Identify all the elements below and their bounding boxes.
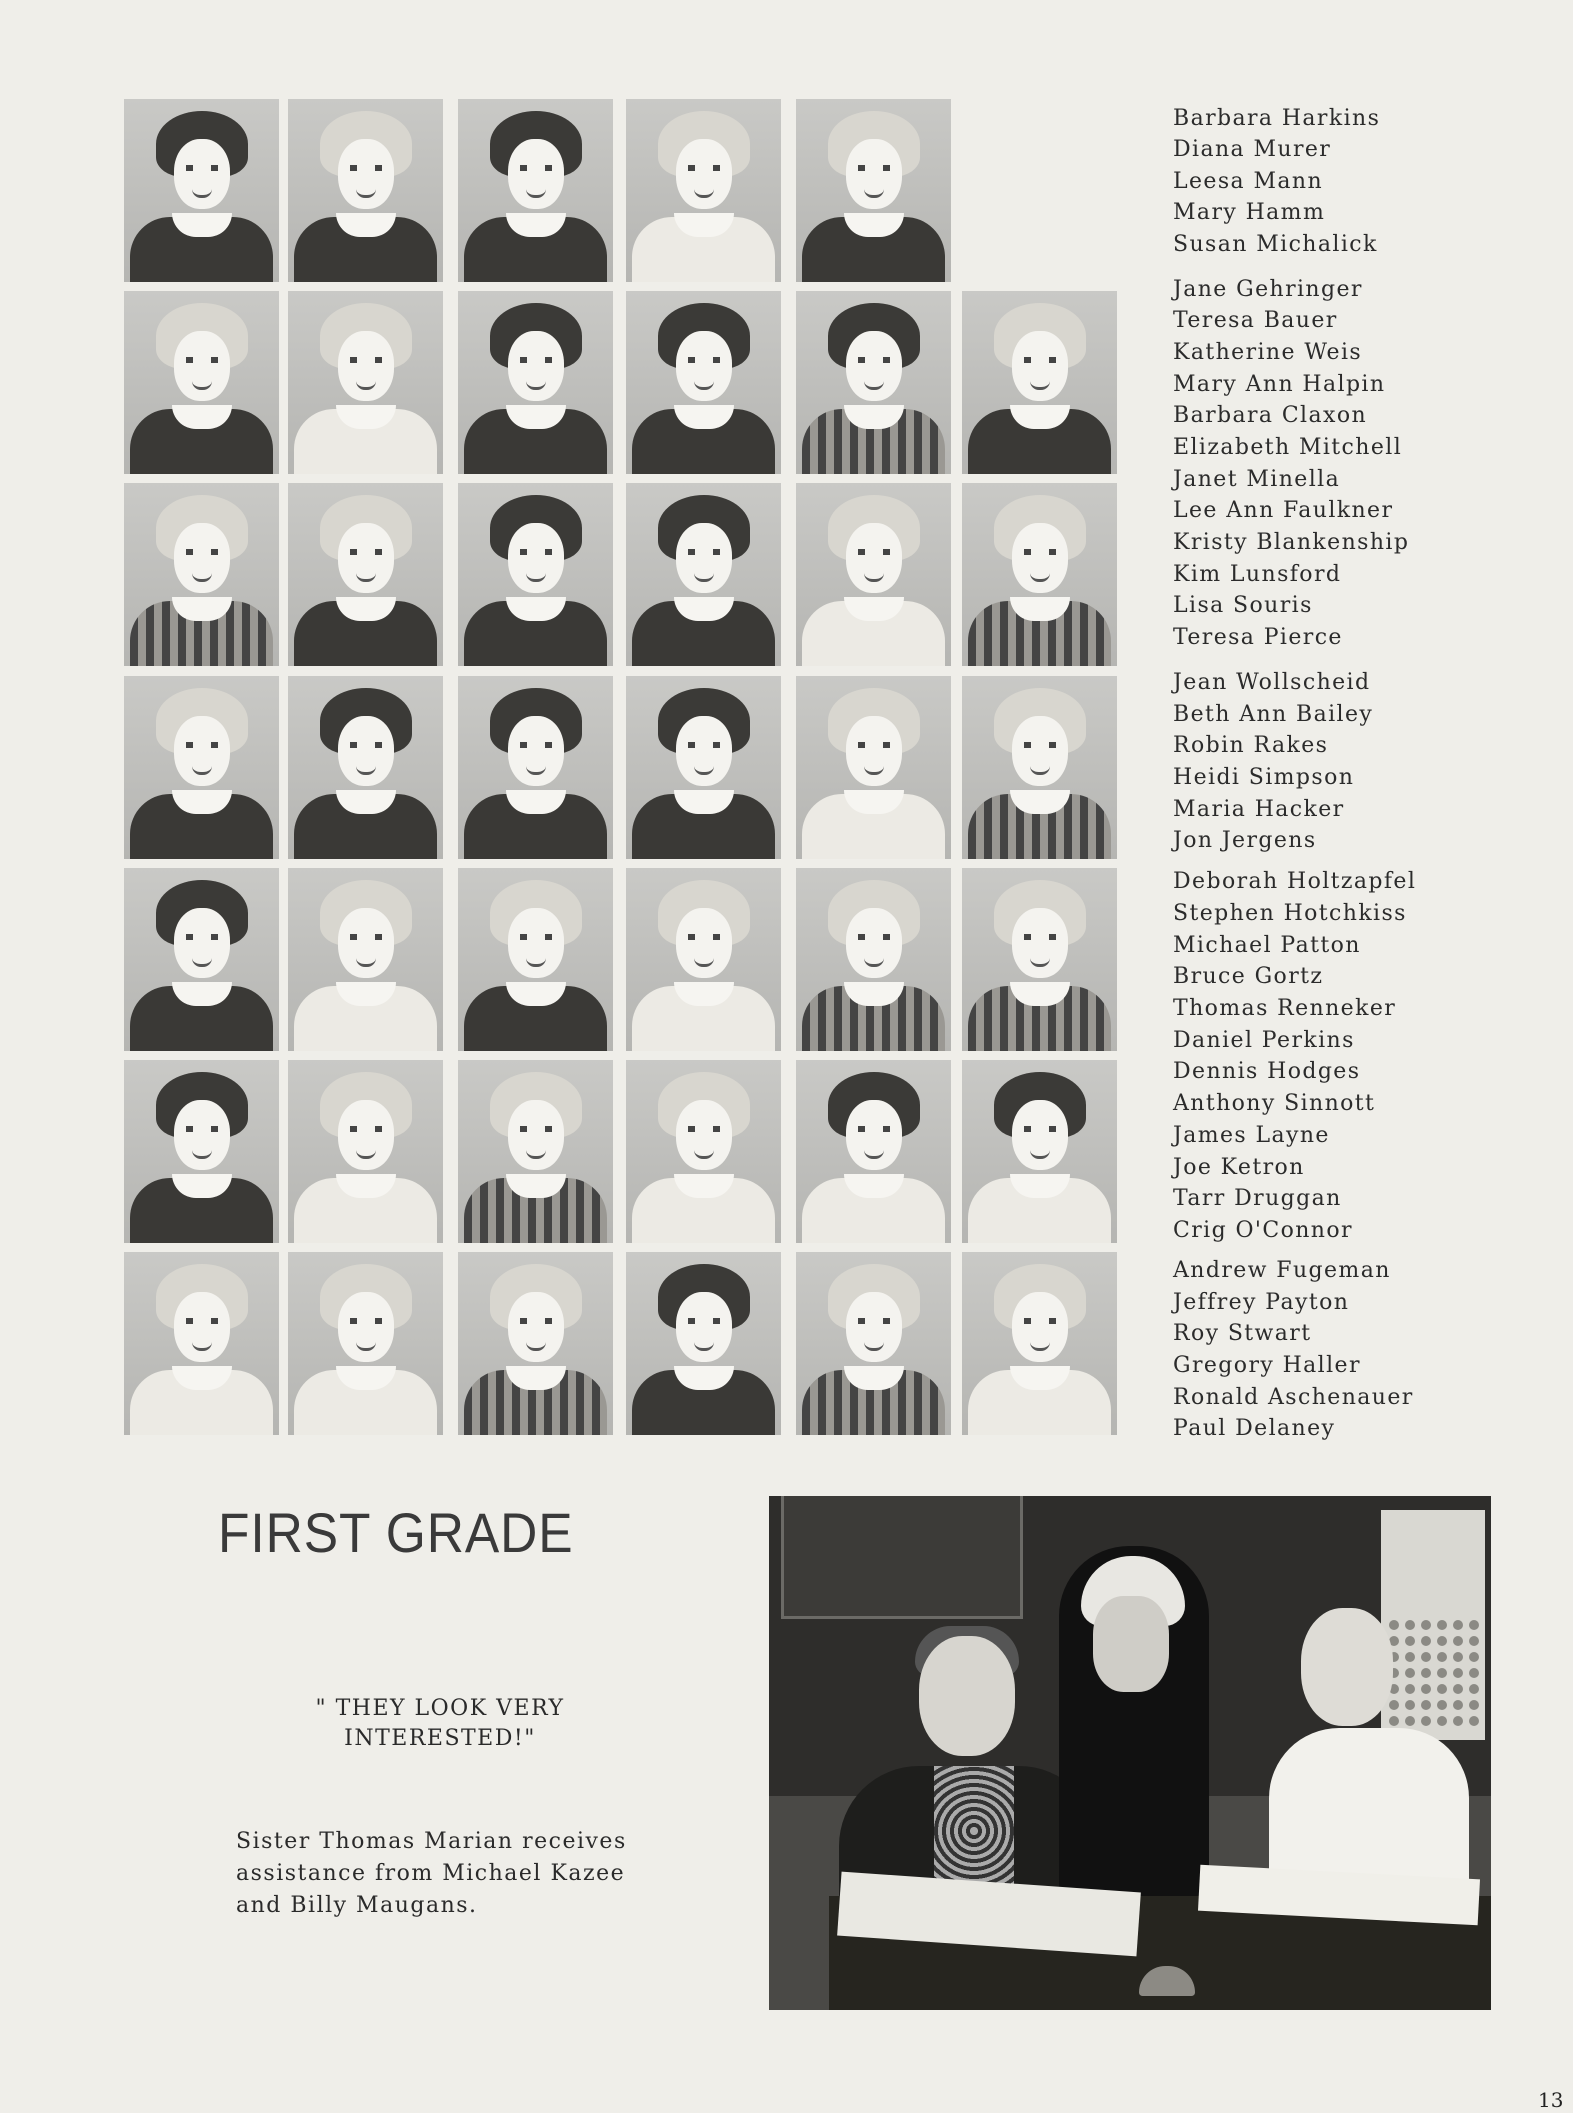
portrait-eyes <box>520 549 552 555</box>
poster-dot <box>1437 1636 1447 1646</box>
portrait-face <box>1012 908 1068 978</box>
poster-dot <box>1421 1700 1431 1710</box>
portrait-grid <box>124 99 1124 1435</box>
poster-dot <box>1453 1668 1463 1678</box>
portrait-face <box>846 1292 902 1362</box>
portrait-eyes <box>1024 1318 1056 1324</box>
student-name: Heidi Simpson <box>1173 765 1355 790</box>
poster-dot <box>1469 1668 1479 1678</box>
portrait-face <box>338 1292 394 1362</box>
portrait-face <box>338 523 394 593</box>
student-portrait <box>288 1252 443 1435</box>
portrait-eyes <box>186 549 218 555</box>
poster-dot <box>1453 1716 1463 1726</box>
caption-line: assistance from Michael Kazee <box>236 1861 626 1886</box>
portrait-eyes <box>350 934 382 940</box>
portrait-eyes <box>520 357 552 363</box>
student-portrait <box>458 291 613 474</box>
portrait-eyes <box>520 934 552 940</box>
student-portrait <box>626 291 781 474</box>
portrait-face <box>338 908 394 978</box>
portrait-face <box>1012 1100 1068 1170</box>
student-name: Diana Murer <box>1173 137 1332 162</box>
portrait-face <box>508 716 564 786</box>
student-portrait <box>458 1060 613 1243</box>
portrait-face <box>174 716 230 786</box>
student-portrait <box>962 868 1117 1051</box>
poster-dot <box>1405 1716 1415 1726</box>
portrait-face <box>338 331 394 401</box>
poster-dot <box>1405 1652 1415 1662</box>
portrait-eyes <box>350 165 382 171</box>
poster-dot <box>1389 1716 1399 1726</box>
student-name: Barbara Claxon <box>1173 403 1368 428</box>
poster-dot <box>1421 1716 1431 1726</box>
student-name: Andrew Fugeman <box>1173 1258 1391 1283</box>
poster-dot <box>1469 1652 1479 1662</box>
poster-dot <box>1453 1636 1463 1646</box>
student-portrait <box>962 291 1117 474</box>
student-name: Jon Jergens <box>1173 828 1317 853</box>
portrait-face <box>846 908 902 978</box>
portrait-eyes <box>186 357 218 363</box>
portrait-face <box>338 716 394 786</box>
student-portrait <box>626 868 781 1051</box>
student-portrait <box>796 291 951 474</box>
quote-line: " THEY LOOK VERY <box>315 1696 565 1721</box>
student-name: James Layne <box>1173 1123 1330 1148</box>
portrait-eyes <box>350 1318 382 1324</box>
student-portrait <box>626 1060 781 1243</box>
page-number: 13 <box>1538 2088 1564 2112</box>
student-portrait <box>626 1252 781 1435</box>
student-name: Mary Hamm <box>1173 200 1326 225</box>
student-name: Maria Hacker <box>1173 797 1345 822</box>
student-name: Lee Ann Faulkner <box>1173 498 1394 523</box>
student-portrait <box>796 99 951 282</box>
caption-line: Sister Thomas Marian receives <box>236 1829 627 1854</box>
portrait-face <box>508 1292 564 1362</box>
student-name: Stephen Hotchkiss <box>1173 901 1407 926</box>
poster-dot <box>1405 1636 1415 1646</box>
portrait-eyes <box>1024 934 1056 940</box>
student-name: Kristy Blankenship <box>1173 530 1410 555</box>
student-name: Ronald Aschenauer <box>1173 1385 1414 1410</box>
portrait-face <box>174 331 230 401</box>
student-name: Teresa Bauer <box>1173 308 1338 333</box>
poster-dot <box>1437 1684 1447 1694</box>
student-portrait <box>124 868 279 1051</box>
wall-frame <box>781 1496 1023 1619</box>
poster-dot <box>1453 1652 1463 1662</box>
student-portrait <box>124 483 279 666</box>
poster-dot <box>1405 1620 1415 1630</box>
poster-dot <box>1421 1684 1431 1694</box>
portrait-face <box>846 523 902 593</box>
portrait-eyes <box>1024 1126 1056 1132</box>
portrait-eyes <box>186 742 218 748</box>
student-portrait <box>962 483 1117 666</box>
portrait-face <box>1012 716 1068 786</box>
photo-quote <box>270 1694 610 1754</box>
portrait-face <box>676 139 732 209</box>
portrait-eyes <box>858 357 890 363</box>
portrait-face <box>846 716 902 786</box>
poster-dot <box>1469 1620 1479 1630</box>
student-portrait <box>962 1252 1117 1435</box>
quote-line: INTERESTED!" <box>344 1726 536 1751</box>
student-name: Bruce Gortz <box>1173 964 1324 989</box>
student-name: Gregory Haller <box>1173 1353 1361 1378</box>
student-name: Katherine Weis <box>1173 340 1363 365</box>
student-name: Paul Delaney <box>1173 1416 1336 1441</box>
portrait-eyes <box>858 742 890 748</box>
poster-dot <box>1437 1700 1447 1710</box>
portrait-face <box>338 1100 394 1170</box>
portrait-eyes <box>520 742 552 748</box>
portrait-face <box>174 1100 230 1170</box>
poster-dot <box>1469 1636 1479 1646</box>
portrait-eyes <box>186 934 218 940</box>
portrait-eyes <box>858 549 890 555</box>
student-portrait <box>288 676 443 859</box>
student-portrait <box>288 291 443 474</box>
portrait-face <box>508 331 564 401</box>
portrait-face <box>846 139 902 209</box>
boy-left-shirt <box>934 1766 1014 1896</box>
portrait-eyes <box>1024 742 1056 748</box>
student-portrait <box>458 483 613 666</box>
portrait-face <box>508 523 564 593</box>
student-name: Jeffrey Payton <box>1173 1290 1350 1315</box>
portrait-face <box>1012 523 1068 593</box>
student-name: Deborah Holtzapfel <box>1173 869 1417 894</box>
portrait-face <box>676 523 732 593</box>
portrait-eyes <box>520 1318 552 1324</box>
student-portrait <box>626 99 781 282</box>
student-name: Dennis Hodges <box>1173 1059 1361 1084</box>
portrait-face <box>1012 331 1068 401</box>
poster-dot <box>1437 1652 1447 1662</box>
portrait-eyes <box>688 1126 720 1132</box>
portrait-face <box>1012 1292 1068 1362</box>
portrait-eyes <box>350 549 382 555</box>
portrait-face <box>508 1100 564 1170</box>
student-name: Jane Gehringer <box>1173 277 1363 302</box>
poster-dot <box>1421 1636 1431 1646</box>
student-portrait <box>626 676 781 859</box>
wall-poster <box>1381 1510 1485 1740</box>
portrait-face <box>174 523 230 593</box>
portrait-eyes <box>688 934 720 940</box>
student-portrait <box>124 676 279 859</box>
student-name: Elizabeth Mitchell <box>1173 435 1403 460</box>
student-name: Robin Rakes <box>1173 733 1329 758</box>
portrait-eyes <box>520 1126 552 1132</box>
student-name: Teresa Pierce <box>1173 625 1343 650</box>
portrait-eyes <box>350 1126 382 1132</box>
poster-dot <box>1405 1668 1415 1678</box>
student-name: Joe Ketron <box>1173 1155 1305 1180</box>
poster-dot <box>1437 1668 1447 1678</box>
portrait-eyes <box>1024 549 1056 555</box>
student-name: Barbara Harkins <box>1173 106 1381 131</box>
poster-dot <box>1421 1620 1431 1630</box>
student-name: Daniel Perkins <box>1173 1028 1355 1053</box>
poster-dot <box>1453 1684 1463 1694</box>
portrait-eyes <box>858 165 890 171</box>
student-name: Crig O'Connor <box>1173 1218 1353 1243</box>
portrait-face <box>676 908 732 978</box>
portrait-eyes <box>520 165 552 171</box>
student-portrait <box>626 483 781 666</box>
poster-dot <box>1469 1684 1479 1694</box>
poster-dot <box>1437 1716 1447 1726</box>
poster-dot <box>1469 1700 1479 1710</box>
student-portrait <box>288 868 443 1051</box>
portrait-face <box>846 1100 902 1170</box>
student-name: Leesa Mann <box>1173 169 1324 194</box>
portrait-face <box>338 139 394 209</box>
student-name: Tarr Druggan <box>1173 1186 1342 1211</box>
portrait-face <box>508 908 564 978</box>
student-name: Jean Wollscheid <box>1173 670 1371 695</box>
student-portrait <box>796 1252 951 1435</box>
student-portrait <box>124 99 279 282</box>
student-portrait <box>124 291 279 474</box>
nun-face <box>1093 1596 1169 1692</box>
boy-right-head <box>1301 1608 1393 1726</box>
portrait-eyes <box>350 742 382 748</box>
student-portrait <box>962 1060 1117 1243</box>
portrait-face <box>846 331 902 401</box>
student-portrait <box>288 483 443 666</box>
portrait-eyes <box>350 357 382 363</box>
caption-line: and Billy Maugans. <box>236 1893 478 1918</box>
portrait-face <box>676 1100 732 1170</box>
student-name: Kim Lunsford <box>1173 562 1342 587</box>
student-portrait <box>796 1060 951 1243</box>
student-portrait <box>796 483 951 666</box>
portrait-eyes <box>186 1126 218 1132</box>
portrait-face <box>174 1292 230 1362</box>
poster-dot <box>1389 1620 1399 1630</box>
student-portrait <box>796 868 951 1051</box>
student-name: Thomas Renneker <box>1173 996 1397 1021</box>
student-name: Anthony Sinnott <box>1173 1091 1376 1116</box>
student-portrait <box>124 1060 279 1243</box>
portrait-eyes <box>186 1318 218 1324</box>
portrait-face <box>676 331 732 401</box>
portrait-eyes <box>858 1318 890 1324</box>
portrait-face <box>174 908 230 978</box>
student-portrait <box>458 868 613 1051</box>
portrait-face <box>676 716 732 786</box>
poster-dot <box>1469 1716 1479 1726</box>
portrait-face <box>676 1292 732 1362</box>
student-portrait <box>458 99 613 282</box>
portrait-eyes <box>688 165 720 171</box>
student-portrait <box>458 676 613 859</box>
portrait-eyes <box>688 549 720 555</box>
poster-dot <box>1405 1700 1415 1710</box>
poster-dot <box>1421 1668 1431 1678</box>
student-name: Beth Ann Bailey <box>1173 702 1374 727</box>
student-portrait <box>458 1252 613 1435</box>
boy-left-head <box>919 1636 1015 1756</box>
student-portrait <box>796 676 951 859</box>
student-portrait <box>288 99 443 282</box>
student-name: Susan Michalick <box>1173 232 1378 257</box>
poster-dot <box>1437 1620 1447 1630</box>
classroom-photo <box>769 1496 1491 2010</box>
poster-dot <box>1405 1684 1415 1694</box>
student-portrait <box>288 1060 443 1243</box>
student-portrait <box>962 676 1117 859</box>
student-name: Mary Ann Halpin <box>1173 372 1386 397</box>
poster-dot <box>1389 1700 1399 1710</box>
student-portrait <box>124 1252 279 1435</box>
portrait-eyes <box>688 742 720 748</box>
student-name: Roy Stwart <box>1173 1321 1312 1346</box>
portrait-eyes <box>186 165 218 171</box>
portrait-eyes <box>688 357 720 363</box>
portrait-eyes <box>1024 357 1056 363</box>
photo-caption <box>236 1826 706 1922</box>
portrait-face <box>174 139 230 209</box>
poster-dot <box>1453 1700 1463 1710</box>
student-name: Michael Patton <box>1173 933 1361 958</box>
portrait-eyes <box>688 1318 720 1324</box>
student-name: Janet Minella <box>1173 467 1341 492</box>
poster-dot <box>1453 1620 1463 1630</box>
portrait-eyes <box>858 934 890 940</box>
student-name: Lisa Souris <box>1173 593 1313 618</box>
page-heading: FIRST GRADE <box>218 1501 574 1564</box>
portrait-eyes <box>858 1126 890 1132</box>
portrait-face <box>508 139 564 209</box>
poster-dot <box>1421 1652 1431 1662</box>
